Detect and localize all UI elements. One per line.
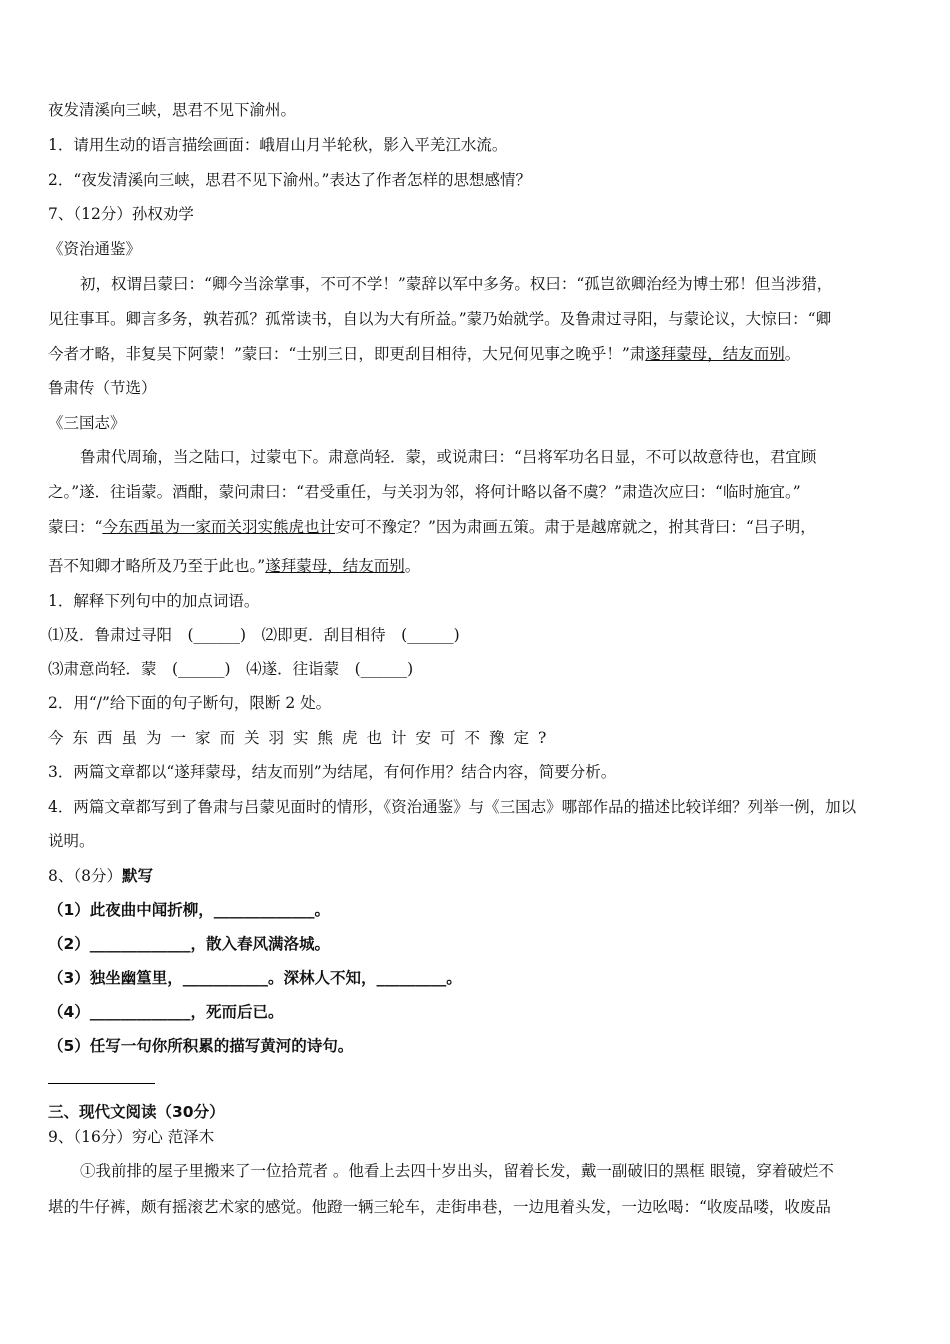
q7-passage-2-line: 鲁肃代周瑜，当之陆口，过蒙屯下。肃意尚轻．蒙，或说肃曰：“吕将军功名日显，不可以故意待也，君宜顾 <box>80 448 817 466</box>
q7-question-1-row: ⑶肃意尚轻．蒙 (______) ⑷遂．往诣蒙 (______) <box>48 660 414 678</box>
q8-title: 默写 <box>121 867 153 885</box>
q8-heading <box>48 866 910 886</box>
q8-item: （2）_____________，散入春风满洛城。 <box>48 935 331 953</box>
q7-title-2: 鲁肃传（节选） <box>48 379 157 397</box>
passage-text: 蒙曰：“ <box>48 518 103 536</box>
q7-question-4: 4．两篇文章都写到了鲁肃与吕蒙见面时的情形，《资治通鉴》与《三国志》哪部作品的描述比较详细？列举一例，加以 <box>48 798 857 816</box>
q7-passage-1-line <box>48 344 910 364</box>
q7-passage-2-line: 之。”遂．往诣蒙。酒酣，蒙问肃曰：“君受重任，与关羽为邻，将何计略以备不虞？”肃造次应曰：“临时施宜。” <box>48 483 801 501</box>
q7-passage-2-line <box>48 556 910 576</box>
poem-last-line: 夜发清溪向三峡，思君不见下渝州。 <box>48 101 297 119</box>
q9-paragraph-line: ①我前排的屋子里搬来了一位拾荒者 。他看上去四十岁出头，留着长发，戴一副破旧的黑框 眼镜，穿着破烂不 <box>80 1162 834 1180</box>
q6-question-1: 1．请用生动的语言描绘画面：峨眉山月半轮秋，影入平羌江水流。 <box>48 136 508 154</box>
q7-passage-1-line: 见往事耳。卿言多务，孰若孤？孤常读书，自以为大有所益。”蒙乃始就学。及鲁肃过寻阳，与蒙论议，大惊曰：“卿 <box>48 310 832 328</box>
q8-item: （1）此夜曲中闻折柳，_____________。 <box>48 901 331 919</box>
divider-line <box>48 1083 155 1084</box>
q7-question-4-continued: 说明。 <box>48 832 95 850</box>
q9-heading: 9、（16分）穷心 范泽木 <box>48 1128 215 1146</box>
punctuation: 。 <box>784 345 801 363</box>
underlined-sentence: 今东西虽为一家而关羽实熊虎也计 <box>102 518 335 536</box>
q8-item: （5）任写一句你所积累的描写黄河的诗句。 <box>48 1037 354 1055</box>
underlined-phrase: 遂拜蒙母，结友而别 <box>265 557 405 575</box>
q7-question-2-sentence: 今东西虽为一家而关羽实熊虎也计安可不豫定? <box>48 729 556 747</box>
q7-question-2: 2．用“/”给下面的句子断句，限断 2 处。 <box>48 694 332 712</box>
q7-passage-1-text: 今者才略，非复吴下阿蒙！”蒙曰：“士别三日，即更刮目相待，大兄何见事之晚乎！”肃 <box>48 345 646 363</box>
q6-question-2: 2．“夜发清溪向三峡，思君不见下渝州。”表达了作者怎样的思想感情？ <box>48 171 531 189</box>
q7-source-2: 《三国志》 <box>48 414 126 432</box>
q9-paragraph-line: 堪的牛仔裤，颇有摇滚艺术家的感觉。他蹬一辆三轮车，走街串巷，一边甩着头发，一边吆喝：“收废品喽，收废品 <box>48 1198 831 1216</box>
q7-question-1-row: ⑴及．鲁肃过寻阳 (______) ⑵即更．刮目相待 (______) <box>48 626 460 644</box>
q8-score: 8、（8分） <box>48 867 122 885</box>
q8-item: （4）_____________，死而后已。 <box>48 1003 284 1021</box>
punctuation: 。 <box>404 557 421 575</box>
q7-source-1: 《资治通鉴》 <box>48 240 142 258</box>
section-3-title: 三、现代文阅读（30分） <box>48 1103 225 1121</box>
passage-text: 吾不知卿才略所及乃至于此也。” <box>48 557 266 575</box>
q7-question-1: 1．解释下列句中的加点词语。 <box>48 592 260 610</box>
q7-passage-2-line <box>48 517 910 537</box>
underlined-phrase: 遂拜蒙母，结友而别 <box>645 345 785 363</box>
q7-question-3: 3．两篇文章都以“遂拜蒙母，结友而别”为结尾，有何作用？结合内容，简要分析。 <box>48 763 617 781</box>
q7-passage-1-line: 初，权谓吕蒙曰：“卿今当涂掌事，不可不学！”蒙辞以军中多务。权曰：“孤岂欲卿治经为博士邪！但当涉猎， <box>80 275 833 293</box>
q7-heading: 7、（12分）孙权劝学 <box>48 205 194 223</box>
q8-item: （3）独坐幽篁里，___________。深林人不知，_________。 <box>48 969 462 987</box>
passage-text: 安可不豫定？”因为肃画五策。肃于是越席就之，拊其背曰：“吕子明， <box>334 518 816 536</box>
